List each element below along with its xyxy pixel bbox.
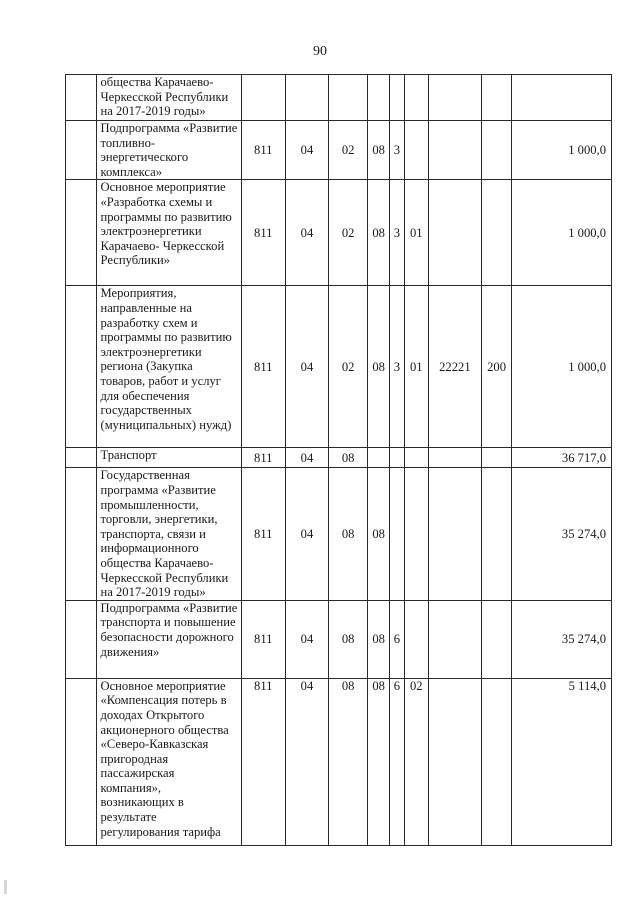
table-row: [66, 678, 612, 845]
section-code-cell: 04: [285, 448, 329, 468]
ministry-code-cell: 811: [241, 180, 285, 286]
subprogram-code-cell: [390, 468, 404, 600]
row-index-cell: [66, 121, 97, 180]
subprogram-code-cell: 6: [390, 600, 404, 678]
direction-code-cell: [428, 121, 481, 180]
page-number: 90: [313, 44, 327, 59]
ministry-code-cell: 811: [241, 448, 285, 468]
row-index-cell: [66, 286, 97, 448]
direction-code-cell: [428, 448, 481, 468]
section-code-cell: 04: [285, 121, 329, 180]
item-name-cell: Основное мероприятие «Разработка схемы и программы по развитию электроэнергетики Карачаево- Черкесской Республики»: [96, 180, 241, 286]
subsection-code-cell: 08: [329, 678, 368, 845]
expense-type-cell: [481, 121, 512, 180]
direction-code-cell: [428, 180, 481, 286]
program-code-cell: 08: [367, 180, 389, 286]
section-code-cell: 04: [285, 600, 329, 678]
expense-type-cell: [481, 75, 512, 121]
amount-cell: 1 000,0: [512, 180, 612, 286]
program-code-cell: [367, 448, 389, 468]
activity-code-cell: [404, 468, 428, 600]
amount-cell: 36 717,0: [512, 448, 612, 468]
ministry-code-cell: 811: [241, 600, 285, 678]
subprogram-code-cell: [390, 448, 404, 468]
activity-code-cell: 01: [404, 286, 428, 448]
row-index-cell: [66, 678, 97, 845]
scan-artifact: [4, 880, 7, 894]
expense-type-cell: 200: [481, 286, 512, 448]
amount-cell: 1 000,0: [512, 286, 612, 448]
ministry-code-cell: 811: [241, 678, 285, 845]
subprogram-code-cell: 3: [390, 286, 404, 448]
row-index-cell: [66, 600, 97, 678]
table-row: [66, 468, 612, 600]
subsection-code-cell: 02: [329, 121, 368, 180]
amount-cell: [512, 75, 612, 121]
item-name-cell: общества Карачаево-Черкесской Республики на 2017-2019 годы»: [96, 75, 241, 121]
item-name-cell: Подпрограмма «Развитие топливно-энергетического комплекса»: [96, 121, 241, 180]
direction-code-cell: 22221: [428, 286, 481, 448]
activity-code-cell: [404, 75, 428, 121]
table-row: [66, 121, 612, 180]
activity-code-cell: [404, 600, 428, 678]
row-index-cell: [66, 448, 97, 468]
subsection-code-cell: 02: [329, 286, 368, 448]
table-row: [66, 286, 612, 448]
direction-code-cell: [428, 678, 481, 845]
section-code-cell: 04: [285, 286, 329, 448]
subprogram-code-cell: 6: [390, 678, 404, 845]
direction-code-cell: [428, 600, 481, 678]
subprogram-code-cell: 3: [390, 180, 404, 286]
activity-code-cell: 02: [404, 678, 428, 845]
subsection-code-cell: [329, 75, 368, 121]
ministry-code-cell: [241, 75, 285, 121]
section-code-cell: 04: [285, 468, 329, 600]
expense-type-cell: [481, 678, 512, 845]
program-code-cell: 08: [367, 286, 389, 448]
budget-table: [65, 74, 612, 846]
activity-code-cell: [404, 121, 428, 180]
subprogram-code-cell: 3: [390, 121, 404, 180]
table-row: [66, 180, 612, 286]
expense-type-cell: [481, 448, 512, 468]
ministry-code-cell: 811: [241, 286, 285, 448]
subsection-code-cell: 08: [329, 468, 368, 600]
amount-cell: 35 274,0: [512, 600, 612, 678]
item-name-cell: Государственная программа «Развитие промышленности, торговли, энергетики, транспорта, связи и информационного общества Карачаево-Черкесской Республики на 2017-2019 годы»: [96, 468, 241, 600]
ministry-code-cell: 811: [241, 121, 285, 180]
table-row: [66, 75, 612, 121]
expense-type-cell: [481, 600, 512, 678]
program-code-cell: [367, 75, 389, 121]
subsection-code-cell: 08: [329, 448, 368, 468]
section-code-cell: 04: [285, 180, 329, 286]
program-code-cell: 08: [367, 468, 389, 600]
table-row: [66, 448, 612, 468]
program-code-cell: 08: [367, 121, 389, 180]
amount-cell: 35 274,0: [512, 468, 612, 600]
item-name-cell: Подпрограмма «Развитие транспорта и повышение безопасности дорожного движения»: [96, 600, 241, 678]
program-code-cell: 08: [367, 600, 389, 678]
ministry-code-cell: 811: [241, 468, 285, 600]
row-index-cell: [66, 468, 97, 600]
direction-code-cell: [428, 468, 481, 600]
activity-code-cell: 01: [404, 180, 428, 286]
section-code-cell: [285, 75, 329, 121]
amount-cell: 1 000,0: [512, 121, 612, 180]
item-name-cell: Транспорт: [96, 448, 241, 468]
expense-type-cell: [481, 180, 512, 286]
subprogram-code-cell: [390, 75, 404, 121]
program-code-cell: 08: [367, 678, 389, 845]
amount-cell: 5 114,0: [512, 678, 612, 845]
subsection-code-cell: 02: [329, 180, 368, 286]
section-code-cell: 04: [285, 678, 329, 845]
item-name-cell: Основное мероприятие «Компенсация потерь в доходах Открытого акционерного общества «Северо-Кавказская пригородная пассажирская компания», возникающих в результате регулирования тарифа: [96, 678, 241, 845]
direction-code-cell: [428, 75, 481, 121]
activity-code-cell: [404, 448, 428, 468]
item-name-cell: Мероприятия, направленные на разработку схем и программы по развитию электроэнергетики региона (Закупка товаров, работ и услуг для обеспечения государственных (муниципальных) нужд): [96, 286, 241, 448]
row-index-cell: [66, 75, 97, 121]
subsection-code-cell: 08: [329, 600, 368, 678]
table-row: [66, 600, 612, 678]
expense-type-cell: [481, 468, 512, 600]
row-index-cell: [66, 180, 97, 286]
